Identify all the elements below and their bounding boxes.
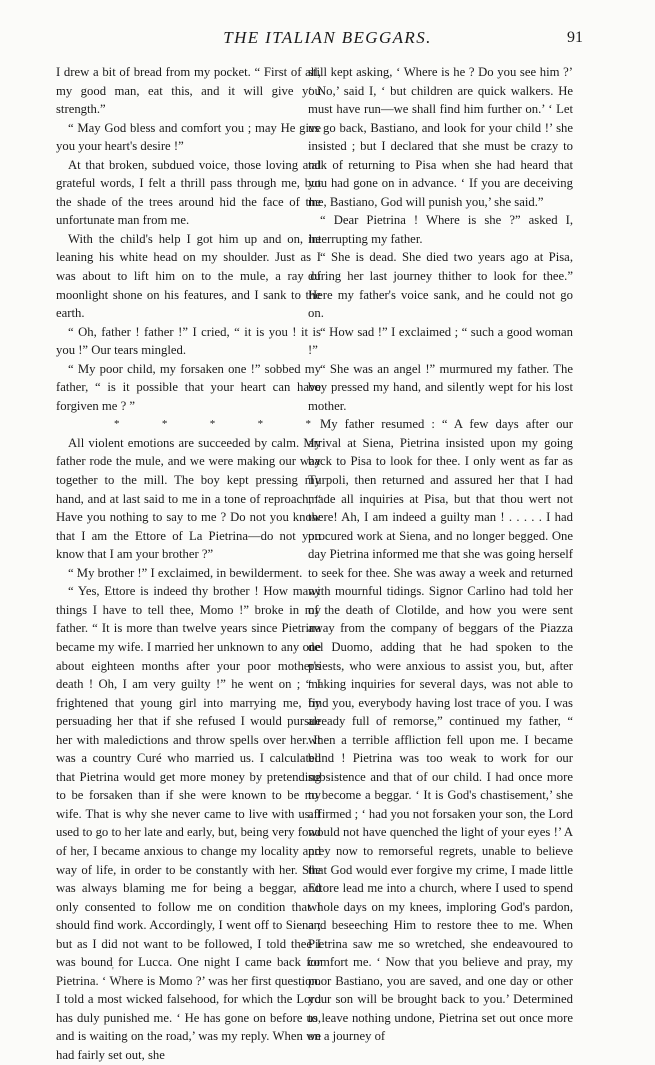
paragraph: “ My brother !” I exclaimed, in bewilderment. <box>68 565 303 580</box>
paragraph: “ My poor child, my forsaken one !” sobbed my father, “ is it possible that your heart can have forgiven me ? ” <box>56 361 321 413</box>
paragraph: still kept asking, ‘ Where is he ? Do you see him ?’ ‘ No,’ said I, ‘ but children are quick walkers. He must have run—we shall find him further on.’ ‘ Let us go back, Bastiano, and look for your child !’ she insisted ; but I declared that she must be crazy to talk of returning to Pisa when she had heard that you had gone on in advance. ‘ If you are deceiving me, Bastiano, God will punish you,’ she said.” <box>308 65 573 209</box>
paragraph: “ How sad !” I exclaimed ; “ such a good woman !” <box>308 324 573 358</box>
left-column <box>56 63 321 1065</box>
paragraph: “ She is dead. She died two years ago at Pisa, during her last journey thither to look for thee.” Here my father's voice sank, and he could not go on. <box>308 250 573 321</box>
paragraph: With the child's help I got him up and on, he leaning his white head on my shoulder. Just as I was about to lift him on to the mule, a ray of moonlight shone on his features, and I sank to the earth. <box>56 231 321 321</box>
star: * <box>209 418 216 431</box>
paragraph: All violent emotions are succeeded by calm. My father rode the mule, and we were making our way together to the mill. The boy kept pressing my hand, and at last said to me in a tone of reproach, “ Have you nothing to say to me ? Do not you know that I am the Ettore of La Pietrina—do not you know that I am your brother ?” <box>56 435 321 562</box>
paragraph: My father resumed : “ A few days after our arrival at Siena, Pietrina insisted upon my going back to Pisa to look for thee. I only went as far as Turpoli, then returned and assured her that I had made all inquiries at Pisa, but that thou wert not there! Ah, I am indeed a guilty man ! . . . . . I had procured work at Siena, and no longer begged. One day Pietrina informed me that she was going herself to seek for thee. She was away a week and returned with mournful tidings. Signor Carlino had told her of the death of Clotilde, and how you were sent away from the company of beggars of the Piazza del Duomo, adding that he had spoken to the priests, who were anxious to assist you, but, after making inquiries for several days, was not able to find you, everybody having lost trace of you. I was already full of remorse,” continued my father, “ when a terrible affliction fell upon me. I became blind ! Pietrina was too weak to work for our subsistence and that of our child. I had once more to become a beggar. ‘ It is God's chastisement,’ she affirmed ; ‘ had you not forsaken your son, the Lord would not have quenched the light of your eyes !’ A prey now to remorseful regrets, unable to believe that God would ever forgive my crime, I made little Ettore lead me into a church, where I used to spend whole days on my knees, imploring God's pardon, and beseeching Him to restore thee to me. When Pietrina saw me so wretched, she endeavoured to comfort me. ‘ Now that you believe and pray, my poor Bastiano, you are saved, and one day or other your son will be brought back to you.’ Determined to leave nothing undone, Pietrina set out once more on a journey of <box>308 417 573 1044</box>
paragraph: “ Oh, father ! father !” I cried, “ it is you ! it is you !” Our tears mingled. <box>56 324 321 358</box>
paragraph: At that broken, subdued voice, those loving and grateful words, I felt a thrill pass through me, but the shade of the trees around hid the face of the unfortunate man from me. <box>56 157 321 228</box>
paragraph: “ Yes, Ettore is indeed thy brother ! How many things I have to tell thee, Momo !” broke in my father. “ It is more than twelve years since Pietrina became my wife. I married her unknown to any one about eighteen months after your poor mother's death ! Oh, I am very guilty !” he went on ; “ I frightened that young girl into marrying me, by persuading her that if she refused I would pursue her with maledictions and throw spells over her. It was a country Curé who married us. I calculated that Pietrina would get more money by pretending to be forsaken than if she were known to be my wife. That is why she never came to live with us. I used to go to her late and early, but, being very fond of her, I became anxious to change my locality and way of life, in order to be constantly with her. She was always blaming me for being a beggar, and only consented to follow me on condition that I should find work. Accordingly, I went off to Siena ; but as I did not want to be followed, I told thee I was bound for Lucca. One night I came back for Pietrina. ‘ Where is Momo ?’ was her first question. I told a most wicked falsehood, for which the Lord has duly punished me. ‘ He has gone on before us, and is waiting on the road,’ was my reply. When we had fairly set out, she <box>56 584 321 1062</box>
star: * <box>305 418 311 431</box>
star: * <box>114 418 120 431</box>
page-number: 91 <box>567 29 583 46</box>
running-title: THE ITALIAN BEGGARS. <box>223 28 432 47</box>
paragraph: I drew a bit of bread from my pocket. “ First of all, my good man, eat this, and it will give you strength.” <box>56 65 321 117</box>
paragraph: “ May God bless and comfort you ; may He give you your heart's desire !” <box>56 120 321 154</box>
star: * <box>161 418 168 431</box>
page-header <box>0 28 655 54</box>
star: * <box>257 418 264 431</box>
section-break-stars <box>56 415 321 434</box>
paragraph: “ She was an angel !” murmured my father. The boy pressed my hand, and silently wept for his lost mother. <box>308 361 573 413</box>
right-column <box>305 63 573 1046</box>
stray-mark: ' <box>112 966 114 977</box>
paragraph: “ Dear Pietrina ! Where is she ?” asked I, interrupting my father. <box>308 213 573 246</box>
